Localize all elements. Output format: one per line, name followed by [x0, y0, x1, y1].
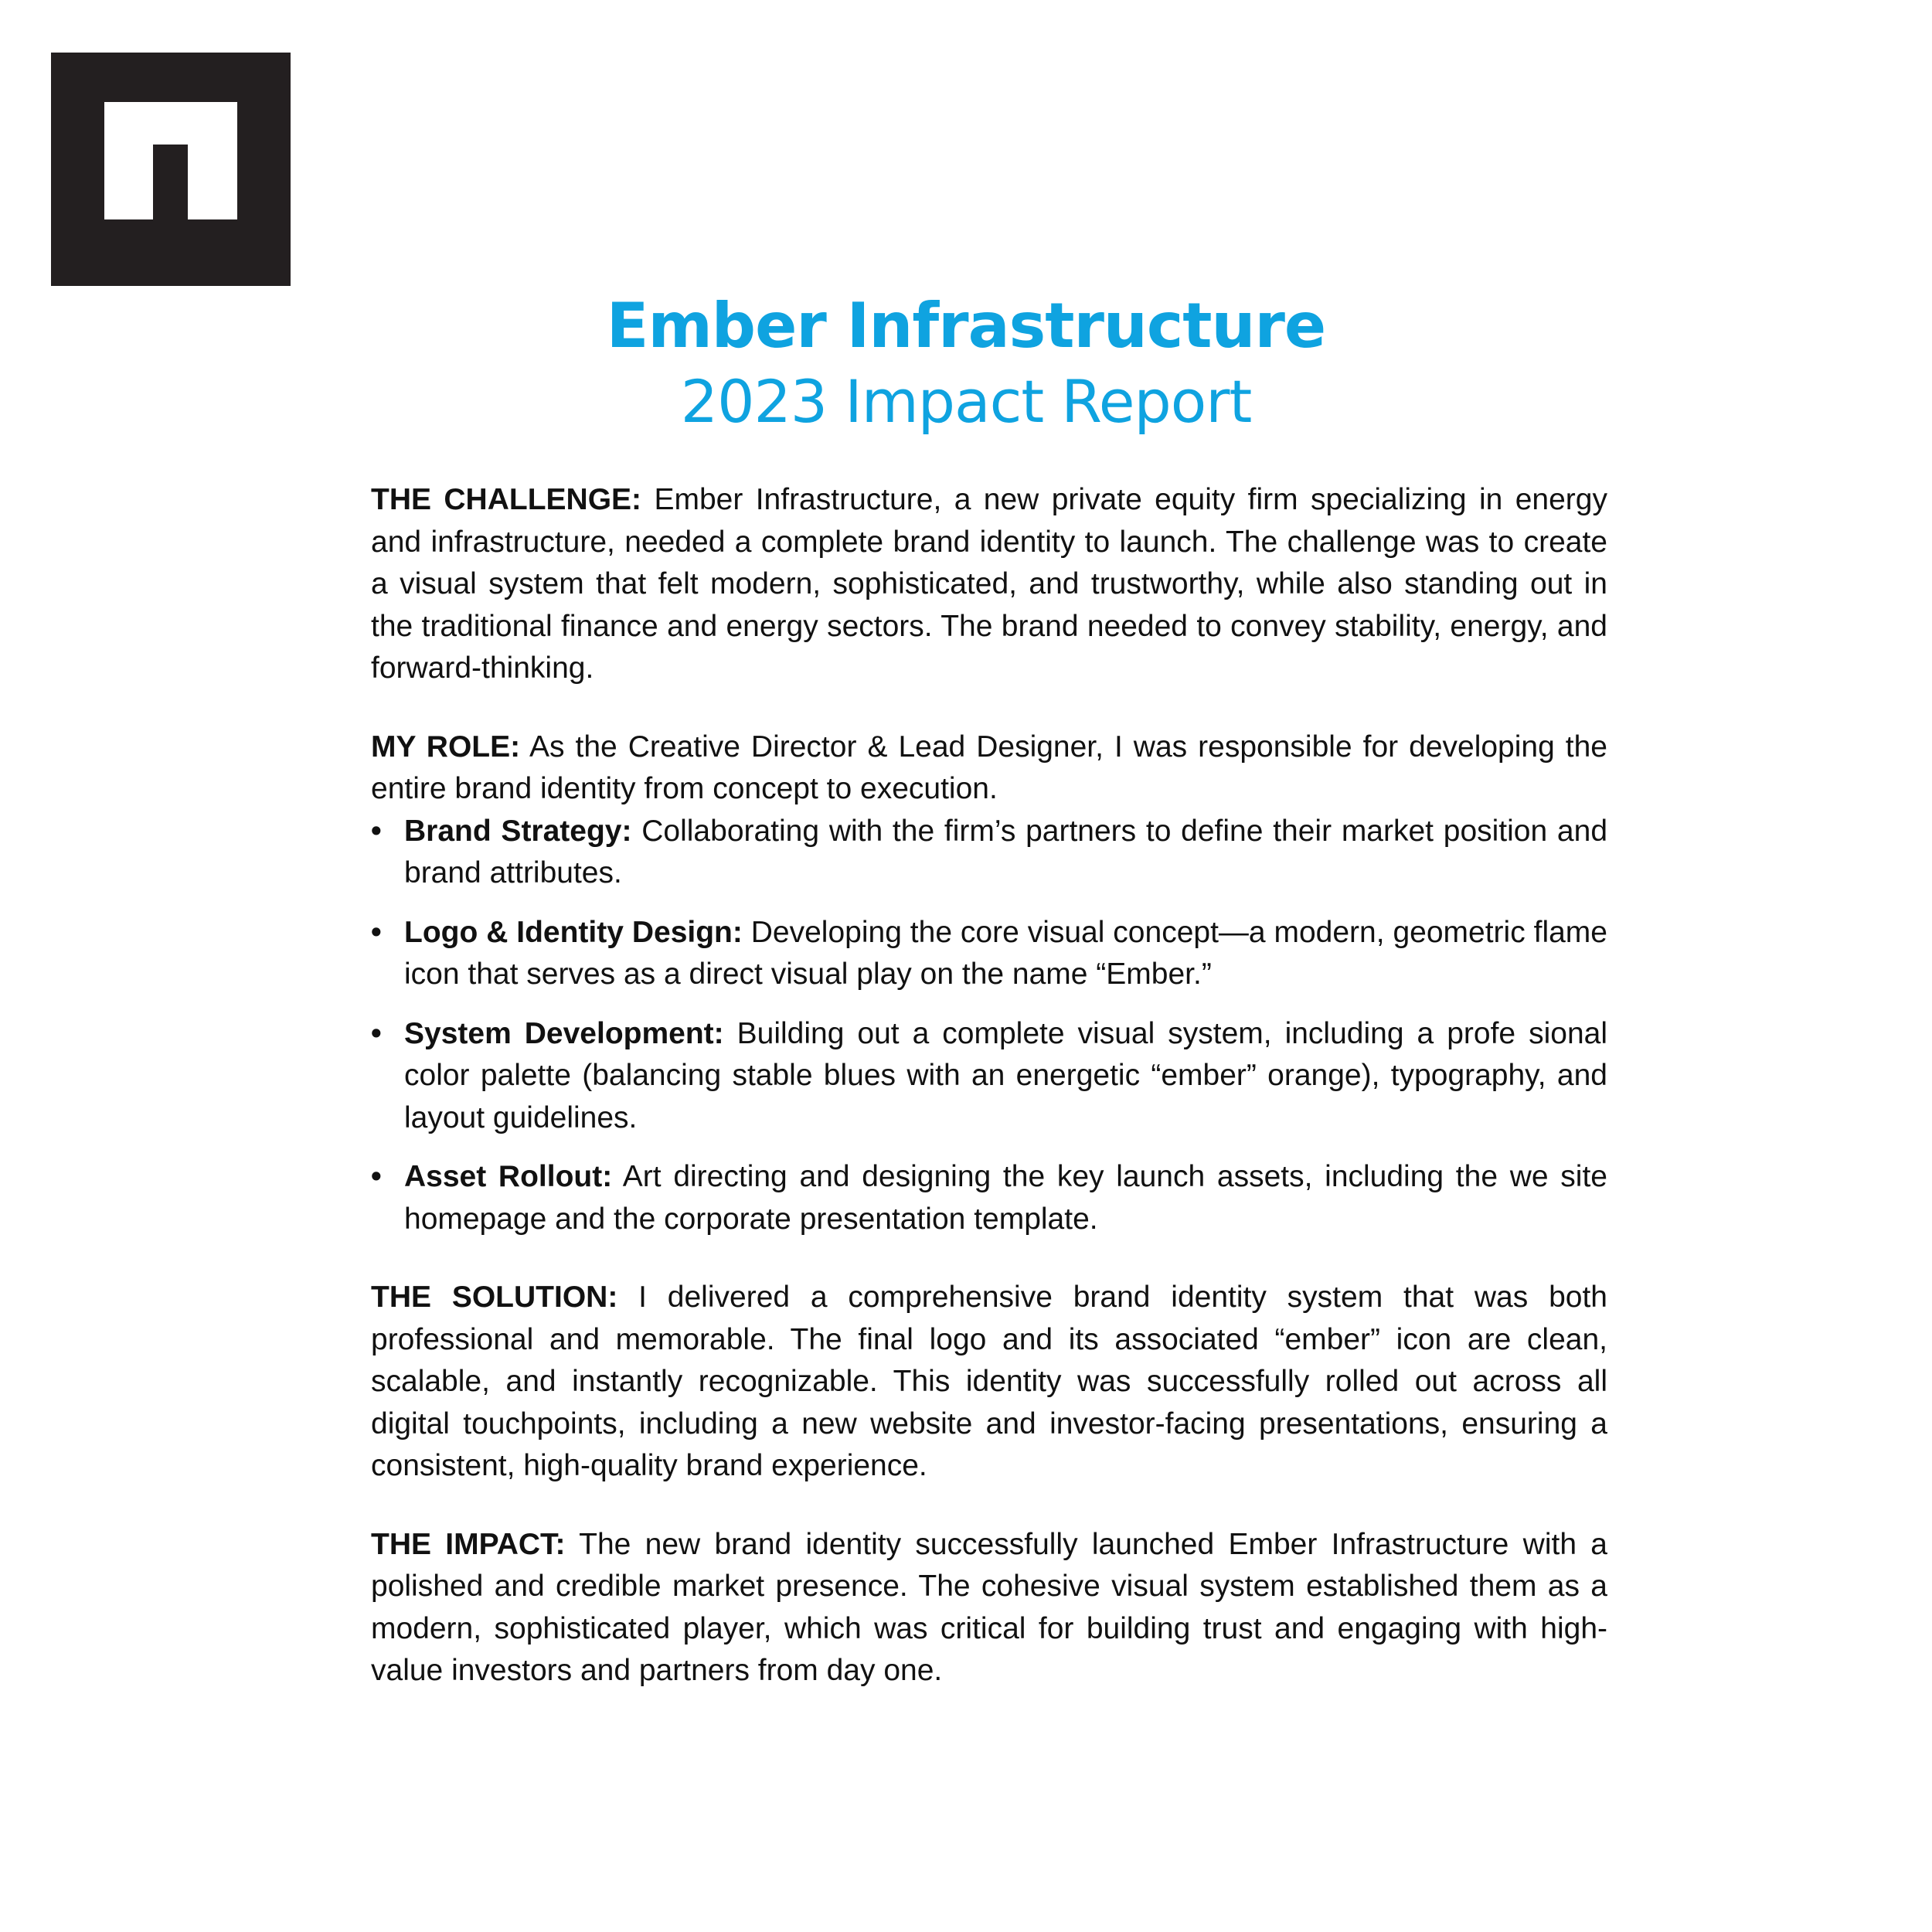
title-block [0, 287, 1932, 439]
role-bullet-asset-rollout [371, 1156, 1607, 1240]
role-text: As the Creative Director & Lead Designer, I was responsible for developing the entire brand identity from concept to execution. [371, 730, 1607, 805]
role-bullet-brand-strategy [371, 811, 1607, 895]
bullet-label: System Development: [404, 1016, 724, 1050]
bullet-label: Logo & Identity Design: [404, 915, 743, 949]
bullet-dot-icon: • [371, 915, 382, 949]
role-bullet-list [371, 811, 1607, 1241]
ember-logo-icon [51, 53, 291, 286]
logo-base-bar [51, 240, 291, 286]
report-body [371, 479, 1607, 1729]
bullet-text: Developing the core visual concept—a modern, geometric flame icon that serves as a direct visual play on the name “Ember.” [404, 915, 1607, 991]
report-title: Ember Infrastructure [606, 290, 1326, 362]
role-bullet-logo-identity [371, 912, 1607, 996]
report-subtitle: 2023 Impact Report [680, 367, 1252, 436]
bullet-dot-icon: • [371, 814, 382, 848]
bullet-label: Brand Strategy: [404, 814, 632, 848]
role-bullet-system-development [371, 1013, 1607, 1140]
impact-label: THE IMPACT: [371, 1527, 566, 1561]
bullet-label: Asset Rollout: [404, 1160, 613, 1193]
bullet-text: Collaborating with the firm’s partners to define their market position and brand attributes. [404, 814, 1608, 889]
solution-section [371, 1277, 1607, 1488]
bullet-dot-icon: • [371, 1016, 382, 1050]
role-label: MY ROLE: [371, 730, 521, 764]
challenge-text: Ember Infrastructure, a new private equity firm specializing in energy and infrastructure, needed a complete brand identity to launch. The challenge was to create a visual system that felt modern, sophisticated, and trustworthy, while also standing out in the traditional finance and energy sectors. The brand needed to convey stability, energy, and forward-thinking. [371, 483, 1607, 685]
bullet-text: Building out a complete visual system, including a profe sional color palette (balancing stable blues with an energetic “ember” orange), typography, and layout guidelines. [404, 1016, 1607, 1134]
impact-section [371, 1524, 1607, 1692]
impact-text: The new brand identity successfully launched Ember Infrastructure with a polished and credible market presence. The cohesive visual system established them as a modern, sophisticated player, which was critical for building trust and engaging with high-value investors and partners from day one. [371, 1527, 1607, 1687]
bullet-text: Art directing and designing the key launch assets, including the we site homepage and the corporate presentation template. [404, 1160, 1607, 1236]
solution-text: I delivered a comprehensive brand identity system that was both professional and memorable. The final logo and its associated “ember” icon are clean, scalable, and instantly recognizable. This identity was successfully rolled out across all digital touchpoints, including a new website and investor-facing presentations, ensuring a consistent, high-quality brand experience. [371, 1281, 1607, 1482]
logo-flame-mark [51, 53, 291, 252]
challenge-label: THE CHALLENGE: [371, 483, 642, 516]
bullet-dot-icon: • [371, 1160, 382, 1193]
challenge-section [371, 479, 1607, 690]
role-section [371, 726, 1607, 811]
solution-label: THE SOLUTION: [371, 1281, 618, 1314]
